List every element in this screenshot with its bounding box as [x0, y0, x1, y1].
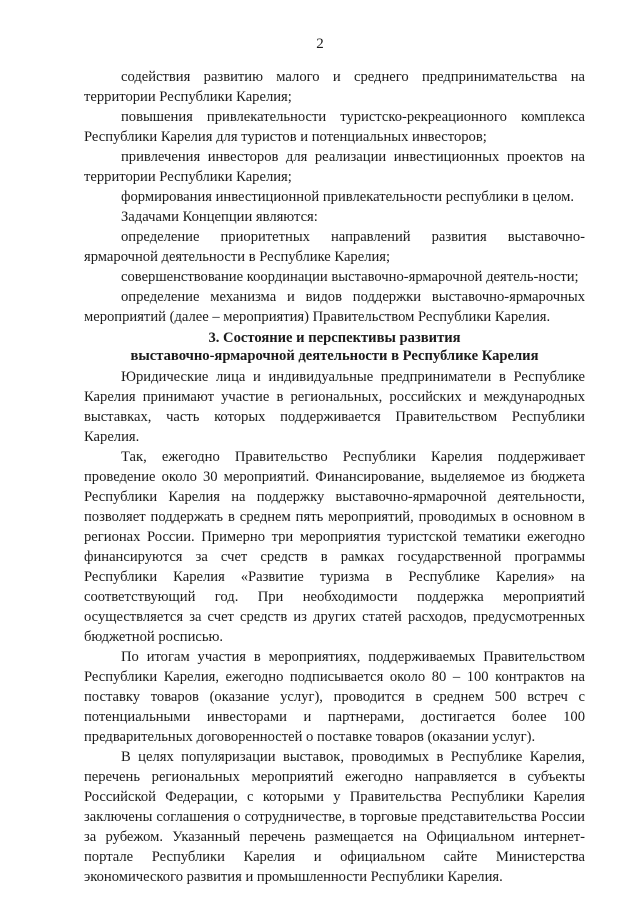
section-paragraph: В целях популяризации выставок, проводимых в Республике Карелия, перечень региональных мероприятий ежегодно направляется в субъекты Российской Федерации, с которыми у Правительства Республики Карелия заключены соглашения о сотрудничестве, в торговые представительства России за рубежом. Указанный перечень размещается на Официальном интернет-портале Республики Карелия и официальном сайте Министерства экономического развития и промышленности Республики Карелия. — [84, 749, 585, 885]
section-paragraph: Так, ежегодно Правительство Республики Карелия поддерживает проведение около 30 мероприятий. Финансирование, выделяемое из бюджета Республики Карелия на поддержку выставочно-ярмарочной деятельности, позволяет поддержать в среднем пять мероприятий, проводимых в основном в регионах России. Примерно три мероприятия туристской тематики ежегодно финансируются за счет средств в рамках государственной программы Республики Карелия «Развитие туризма в Республике Карелия» на соответствующий год. При необходимости поддержка мероприятий осуществляется за счет средств из других статей расходов, предусмотренных бюджетной росписью. — [84, 449, 585, 645]
section-title — [84, 327, 585, 367]
section-paragraph: По итогам участия в мероприятиях, поддерживаемых Правительством Республики Карелия, ежегодно подписывается около 80 – 100 контрактов на поставку товаров (оказание услуг), проводится в среднем 500 встреч с потенциальными инвесторами и партнерами, достигается более 100 предварительных договоренностей о поставке товаров (оказании услуг). — [84, 649, 585, 745]
intro-item: привлечения инвесторов для реализации инвестиционных проектов на территории Республики Карелия; — [84, 149, 585, 185]
section-title-line: выставочно-ярмарочной деятельности в Республике Карелия — [130, 348, 539, 364]
section-title-line: 3. Состояние и перспективы развития — [208, 330, 461, 346]
tasks-heading: Задачами Концепции являются: — [121, 209, 318, 225]
intro-item: повышения привлекательности туристско-рекреационного комплекса Республики Карелия для туристов и потенциальных инвесторов; — [84, 109, 585, 145]
task-item: определение механизма и видов поддержки выставочно-ярмарочных мероприятий (далее – мероприятия) Правительством Республики Карелия. — [84, 289, 585, 325]
section-paragraph: Юридические лица и индивидуальные предприниматели в Республике Карелия принимают участие в региональных, российских и международных выставках, часть которых поддерживается Правительством Республики Карелия. — [84, 369, 585, 445]
task-item: совершенствование координации выставочно-ярмарочной деятель-ности; — [121, 269, 579, 285]
document-body — [84, 67, 585, 887]
intro-item: формирования инвестиционной привлекательности республики в целом. — [121, 189, 575, 205]
intro-item: содействия развитию малого и среднего предпринимательства на территории Республики Карелия; — [84, 69, 585, 105]
page-number: 2 — [316, 36, 324, 52]
task-item: определение приоритетных направлений развития выставочно-ярмарочной деятельности в Республике Карелия; — [84, 229, 585, 265]
